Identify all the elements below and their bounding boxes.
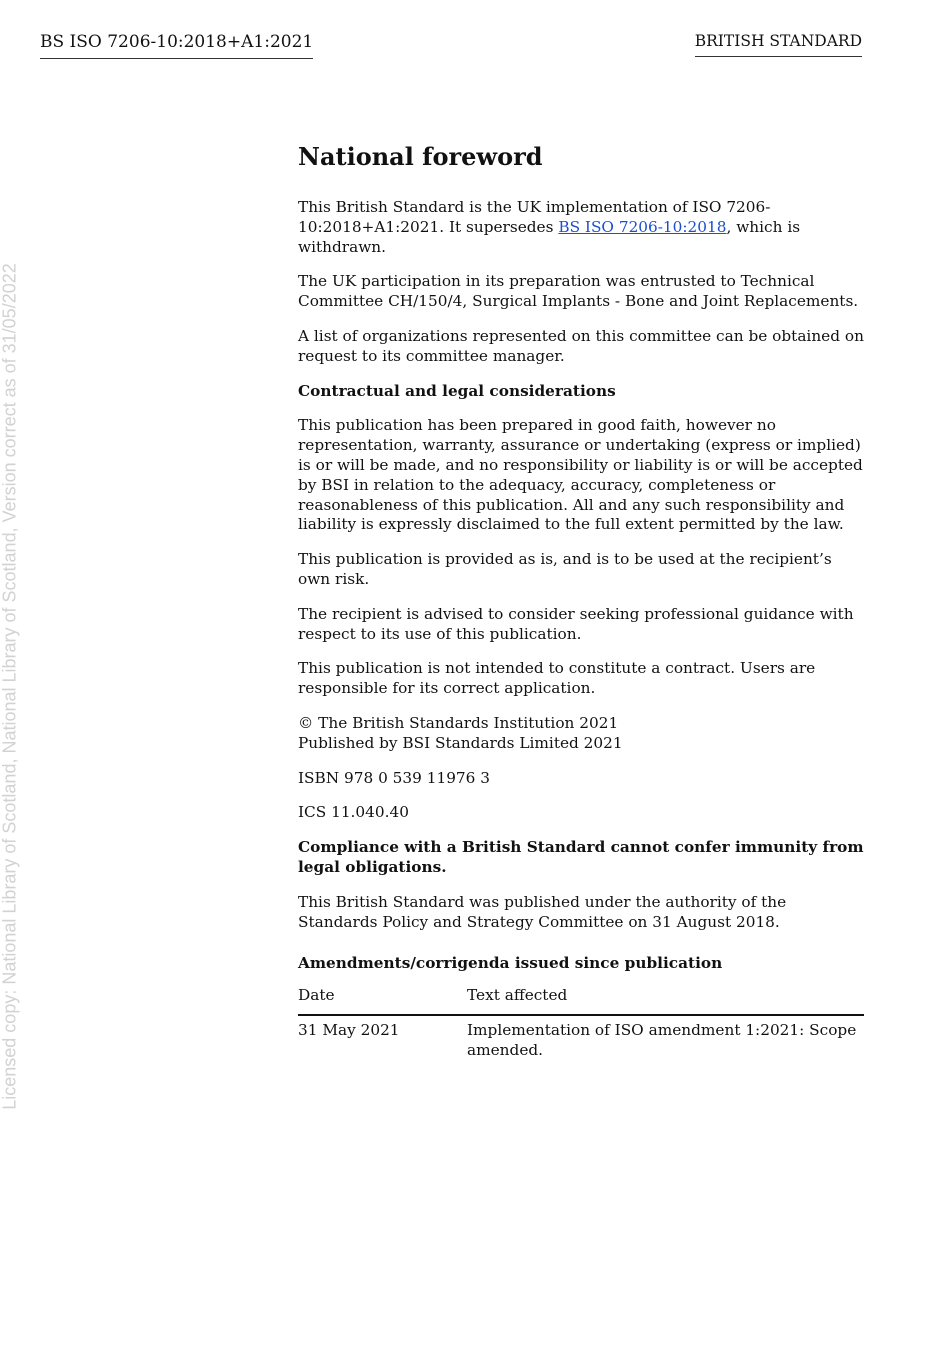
committee-paragraph: The UK participation in its preparation was entrusted to Technical Committee CH/150/4, Surgical Implants - Bone and Joint Replacements. [298, 272, 859, 311]
implementation-text: This British Standard is the UK implementation of ISO 7206-10:2018+A1:2021. It supersedes [298, 198, 771, 236]
compliance-notice: Compliance with a British Standard cannot confer immunity from legal obligations. [298, 838, 864, 876]
amendment-date: 31 May 2021 [298, 1020, 400, 1039]
table-row [298, 1015, 864, 1065]
own-risk-paragraph: This publication is provided as is, and is to be used at the recipient’s own risk. [298, 550, 832, 588]
superseded-standard-link[interactable]: BS ISO 7206-10:2018 [558, 217, 727, 236]
good-faith-paragraph: This publication has been prepared in good faith, however no representation, warranty, assurance or undertaking (express or implied) is or will be made, and no responsibility or liability is or will be accepted by BSI in relation to the adequacy, accuracy, completeness or reasonableness of this publication. All and any such responsibility and liability is expressly disclaimed to the full extent permitted by the law. [298, 416, 863, 534]
amendments-heading: Amendments/corrigenda issued since publication [298, 954, 723, 973]
publisher-line: Published by BSI Standards Limited 2021 [298, 733, 623, 752]
implementation-paragraph [298, 198, 866, 257]
guidance-paragraph: The recipient is advised to consider seeking professional guidance with respect to its use of this publication. [298, 604, 854, 643]
date-column-header: Date [298, 984, 467, 1015]
implementation-text-end: , which is withdrawn. [298, 217, 801, 256]
license-watermark: Licensed copy: National Library of Scotland, National Library of Scotland, Version correct as of 31/05/2022 [0, 263, 20, 1110]
amendment-text: Implementation of ISO amendment 1:2021: Scope amended. [467, 1020, 857, 1059]
page-title: National foreword [298, 142, 543, 171]
contract-paragraph: This publication is not intended to constitute a contract. Users are responsible for its correct application. [298, 659, 816, 698]
copyright-block [298, 714, 866, 754]
national-foreword-section [298, 140, 866, 1065]
table-header-row [298, 984, 864, 1015]
isbn: ISBN 978 0 539 11976 3 [298, 768, 490, 787]
text-affected-column-header: Text affected [467, 984, 864, 1015]
organizations-paragraph: A list of organizations represented on this committee can be obtained on request to its committee manager. [298, 326, 864, 365]
authority-paragraph: This British Standard was published under the authority of the Standards Policy and Strategy Committee on 31 August 2018. [298, 892, 787, 931]
copyright-line: © The British Standards Institution 2021 [298, 713, 619, 732]
legal-heading: Contractual and legal considerations [298, 381, 616, 400]
document-id-header: BS ISO 7206-10:2018+A1:2021 [40, 32, 313, 59]
amendments-table [298, 984, 864, 1064]
ics: ICS 11.040.40 [298, 803, 409, 822]
british-standard-label: BRITISH STANDARD [695, 32, 862, 57]
